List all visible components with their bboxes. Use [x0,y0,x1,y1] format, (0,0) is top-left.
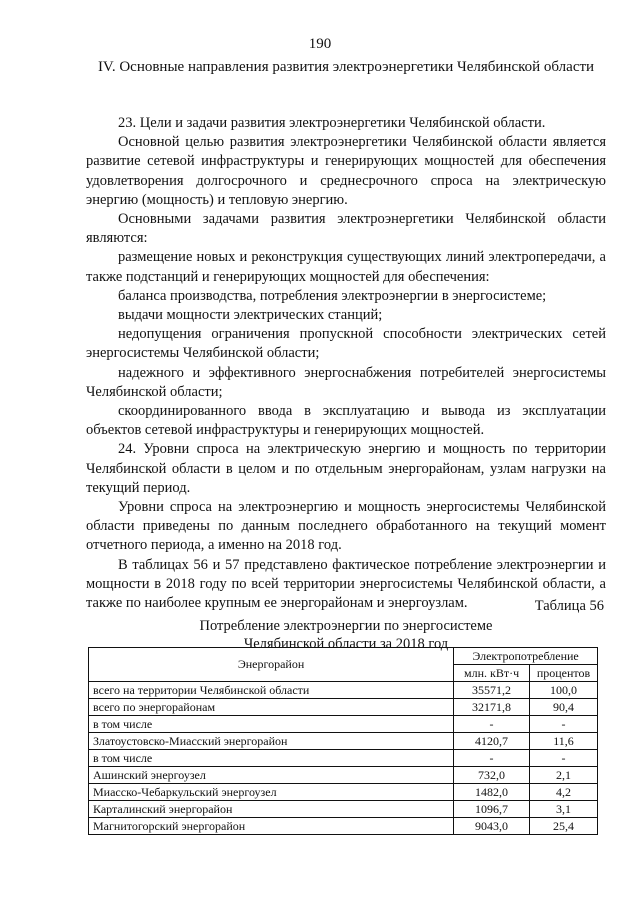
value-percent: 4,2 [530,784,598,801]
value-percent: 25,4 [530,818,598,835]
header-percent: процентов [530,665,598,682]
table-row [89,767,598,784]
paragraph: В таблицах 56 и 57 представлено фактическое потребление электроэнергии и мощности в 2018 году по всей территории энергосистемы Челябинской области, а также по наиболее крупным ее энергорайонам и энергоузлам. [86,556,606,612]
value-mln-kwh: 35571,2 [454,682,530,699]
value-percent: 90,4 [530,699,598,716]
header-consumption: Электропотребление [454,648,598,665]
paragraph: размещение новых и реконструкция существующих линий электропередачи, а также подстанций и генерирующих мощностей для обеспечения: [86,249,606,285]
paragraph: 23. Цели и задачи развития электроэнергетики Челябинской области. [118,115,546,131]
value-percent: 100,0 [530,682,598,699]
value-percent: 3,1 [530,801,598,818]
consumption-table [88,647,598,835]
table-row [89,716,598,733]
paragraph: Основной целью развития электроэнергетики Челябинской области является развитие сетевой инфраструктуры и генерирующих мощностей для обеспечения удовлетворения долгосрочного и среднесрочного спроса на электрическую энергию (мощность) и тепловую энергию. [86,134,606,208]
table-row [89,733,598,750]
value-mln-kwh: - [454,716,530,733]
paragraph: надежного и эффективного энергоснабжения потребителей энергосистемы Челябинской области; [86,364,606,400]
value-percent: 11,6 [530,733,598,750]
paragraph: выдачи мощности электрических станций; [118,307,383,324]
value-mln-kwh: - [454,750,530,767]
paragraph: скоординированного ввода в эксплуатацию и вывода из эксплуатации объектов сетевой инфраструктуры и генерирующих мощностей. [86,403,606,439]
paragraph: баланса производства, потребления электроэнергии в энергосистеме; [118,287,547,304]
region-name: Карталинский энергорайон [89,801,454,818]
document-body [86,114,606,613]
value-percent: - [530,750,598,767]
region-name: всего по энергорайонам [89,699,454,716]
region-name: всего на территории Челябинской области [89,682,454,699]
paragraph: 24. Уровни спроса на электрическую энергию и мощность по территории Челябинской области в целом и по отдельным энергорайонам, узлам нагрузки на текущий период. [86,441,606,496]
table-row [89,818,598,835]
table-row [89,699,598,716]
table-label: Таблица 56 [534,598,604,614]
value-mln-kwh: 4120,7 [454,733,530,750]
value-mln-kwh: 9043,0 [454,818,530,835]
region-name: в том числе [89,750,454,767]
region-name: в том числе [89,716,454,733]
value-percent: - [530,716,598,733]
value-mln-kwh: 32171,8 [454,699,530,716]
section-title: IV. Основные направления развития электроэнергетики Челябинской области [97,59,595,75]
table-row [89,750,598,767]
region-name: Ашинский энергоузел [89,767,454,784]
header-mln-kwh: млн. кВт·ч [454,665,530,682]
page-number: 190 [308,36,332,52]
region-name: Магнитогорский энергорайон [89,818,454,835]
paragraph: Уровни спроса на электроэнергию и мощность энергосистемы Челябинской области приведены по данным последнего обработанного на текущий момент отчетного периода, а именно на 2018 год. [86,499,606,554]
table-row [89,801,598,818]
value-percent: 2,1 [530,767,598,784]
region-name: Миасско-Чебаркульский энергоузел [89,784,454,801]
table-row [89,784,598,801]
value-mln-kwh: 732,0 [454,767,530,784]
paragraph: недопущения ограничения пропускной способности электрических сетей энергосистемы Челябинской области; [86,326,606,362]
value-mln-kwh: 1096,7 [454,801,530,818]
paragraph: Основными задачами развития электроэнергетики Челябинской области являются: [86,211,606,247]
table-row [89,682,598,699]
region-name: Златоустовско-Миасский энергорайон [89,733,454,750]
header-region: Энергорайон [89,648,454,682]
table-title-line: Челябинской области за 2018 год [243,636,449,652]
value-mln-kwh: 1482,0 [454,784,530,801]
table-title-line: Потребление электроэнергии по энергосистеме [199,618,493,634]
